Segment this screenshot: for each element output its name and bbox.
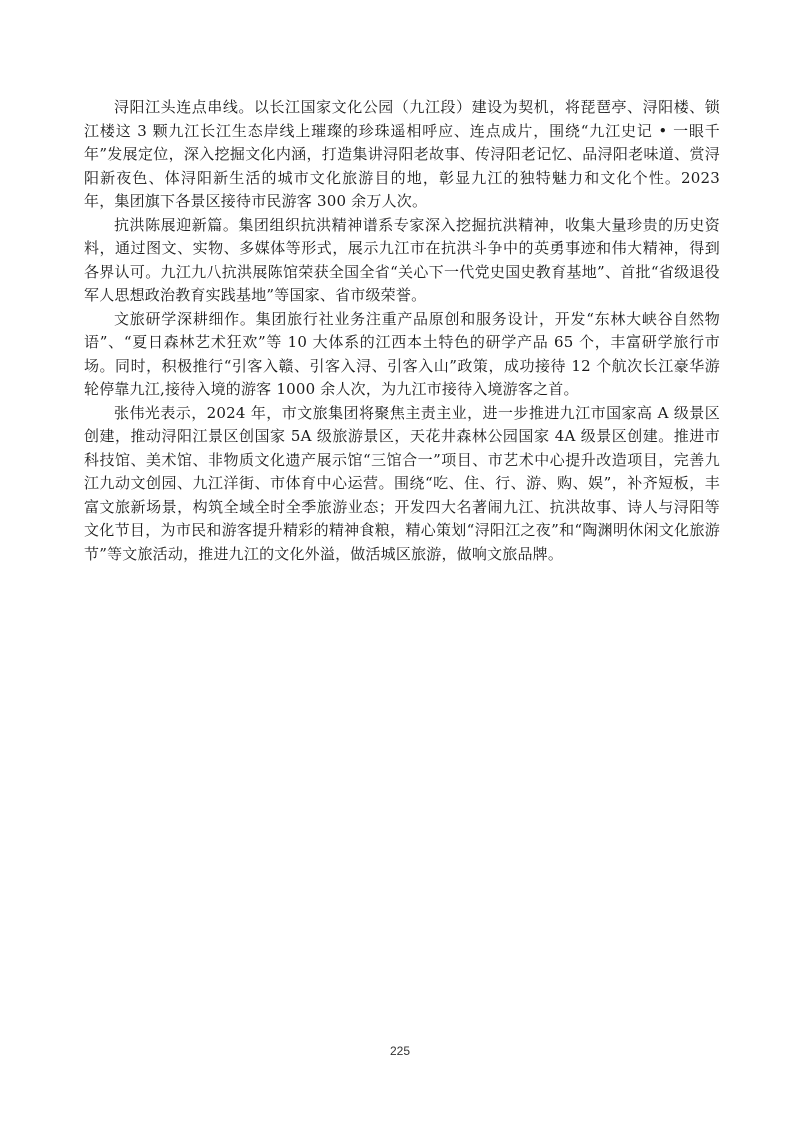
page-number: 225	[389, 1044, 411, 1058]
paragraph-flood-exhibition: 抗洪陈展迎新篇。集团组织抗洪精神谱系专家深入挖掘抗洪精神，收集大量珍贵的历史资料，通过图文、实物、多媒体等形式，展示九江市在抗洪斗争中的英勇事迹和伟大精神，得到各界认可。九江九八抗洪展陈馆荣获全国全省“关心下一代党史国史教育基地”、首批“省级退役军人思想政治教育实践基地”等国家、省市级荣誉。	[84, 215, 720, 304]
paragraph-xunyang-river: 浔阳江头连点串线。以长江国家文化公园（九江段）建设为契机，将琵琶亭、浔阳楼、锁江楼这 3 颗九江长江生态岸线上璀璨的珍珠遥相呼应、连点成片，围绕“九江史记 • 一眼千年”发展定位，深入挖掘文化内涵，打造集讲浔阳老故事、传浔阳老记忆、品浔阳老味道、赏浔阳新夜色、体浔阳新生活的城市文化旅游目的地，彰显九江的独特魅力和文化个性。2023 年，集团旗下各景区接待市民游客 300 余万人次。	[84, 98, 720, 210]
paragraph-2024-plans: 张伟光表示，2024 年，市文旅集团将聚焦主责主业，进一步推进九江市国家高 A 级景区创建，推动浔阳江景区创国家 5A 级旅游景区，天花井森林公园国家 4A 级景区创建。推进市科技馆、美术馆、非物质文化遗产展示馆“三馆合一”项目、市艺术中心提升改造项目，完善九江九动文创园、九江洋街、市体育中心运营。围绕“吃、住、行、游、购、娱”，补齐短板，丰富文旅新场景，构筑全域全时全季旅游业态；开发四大名著闹九江、抗洪故事、诗人与浔阳等文化节目，为市民和游客提升精彩的精神食粮，精心策划“浔阳江之夜”和“陶渊明休闲文化旅游节”等文旅活动，推进九江的文化外溢，做活城区旅游，做响文旅品牌。	[84, 403, 720, 563]
paragraph-study-tours: 文旅研学深耕细作。集团旅行社业务注重产品原创和服务设计，开发“东林大峡谷自然物语”、“夏日森林艺术狂欢”等 10 大体系的江西本土特色的研学产品 65 个，丰富研学旅行市场。同时，积极推行“引客入赣、引客入浔、引客入山”政策，成功接待 12 个航次长江豪华游轮停靠九江,接待入境的游客 1000 余人次，为九江市接待入境游客之首。	[84, 309, 720, 398]
page-body	[84, 96, 720, 566]
